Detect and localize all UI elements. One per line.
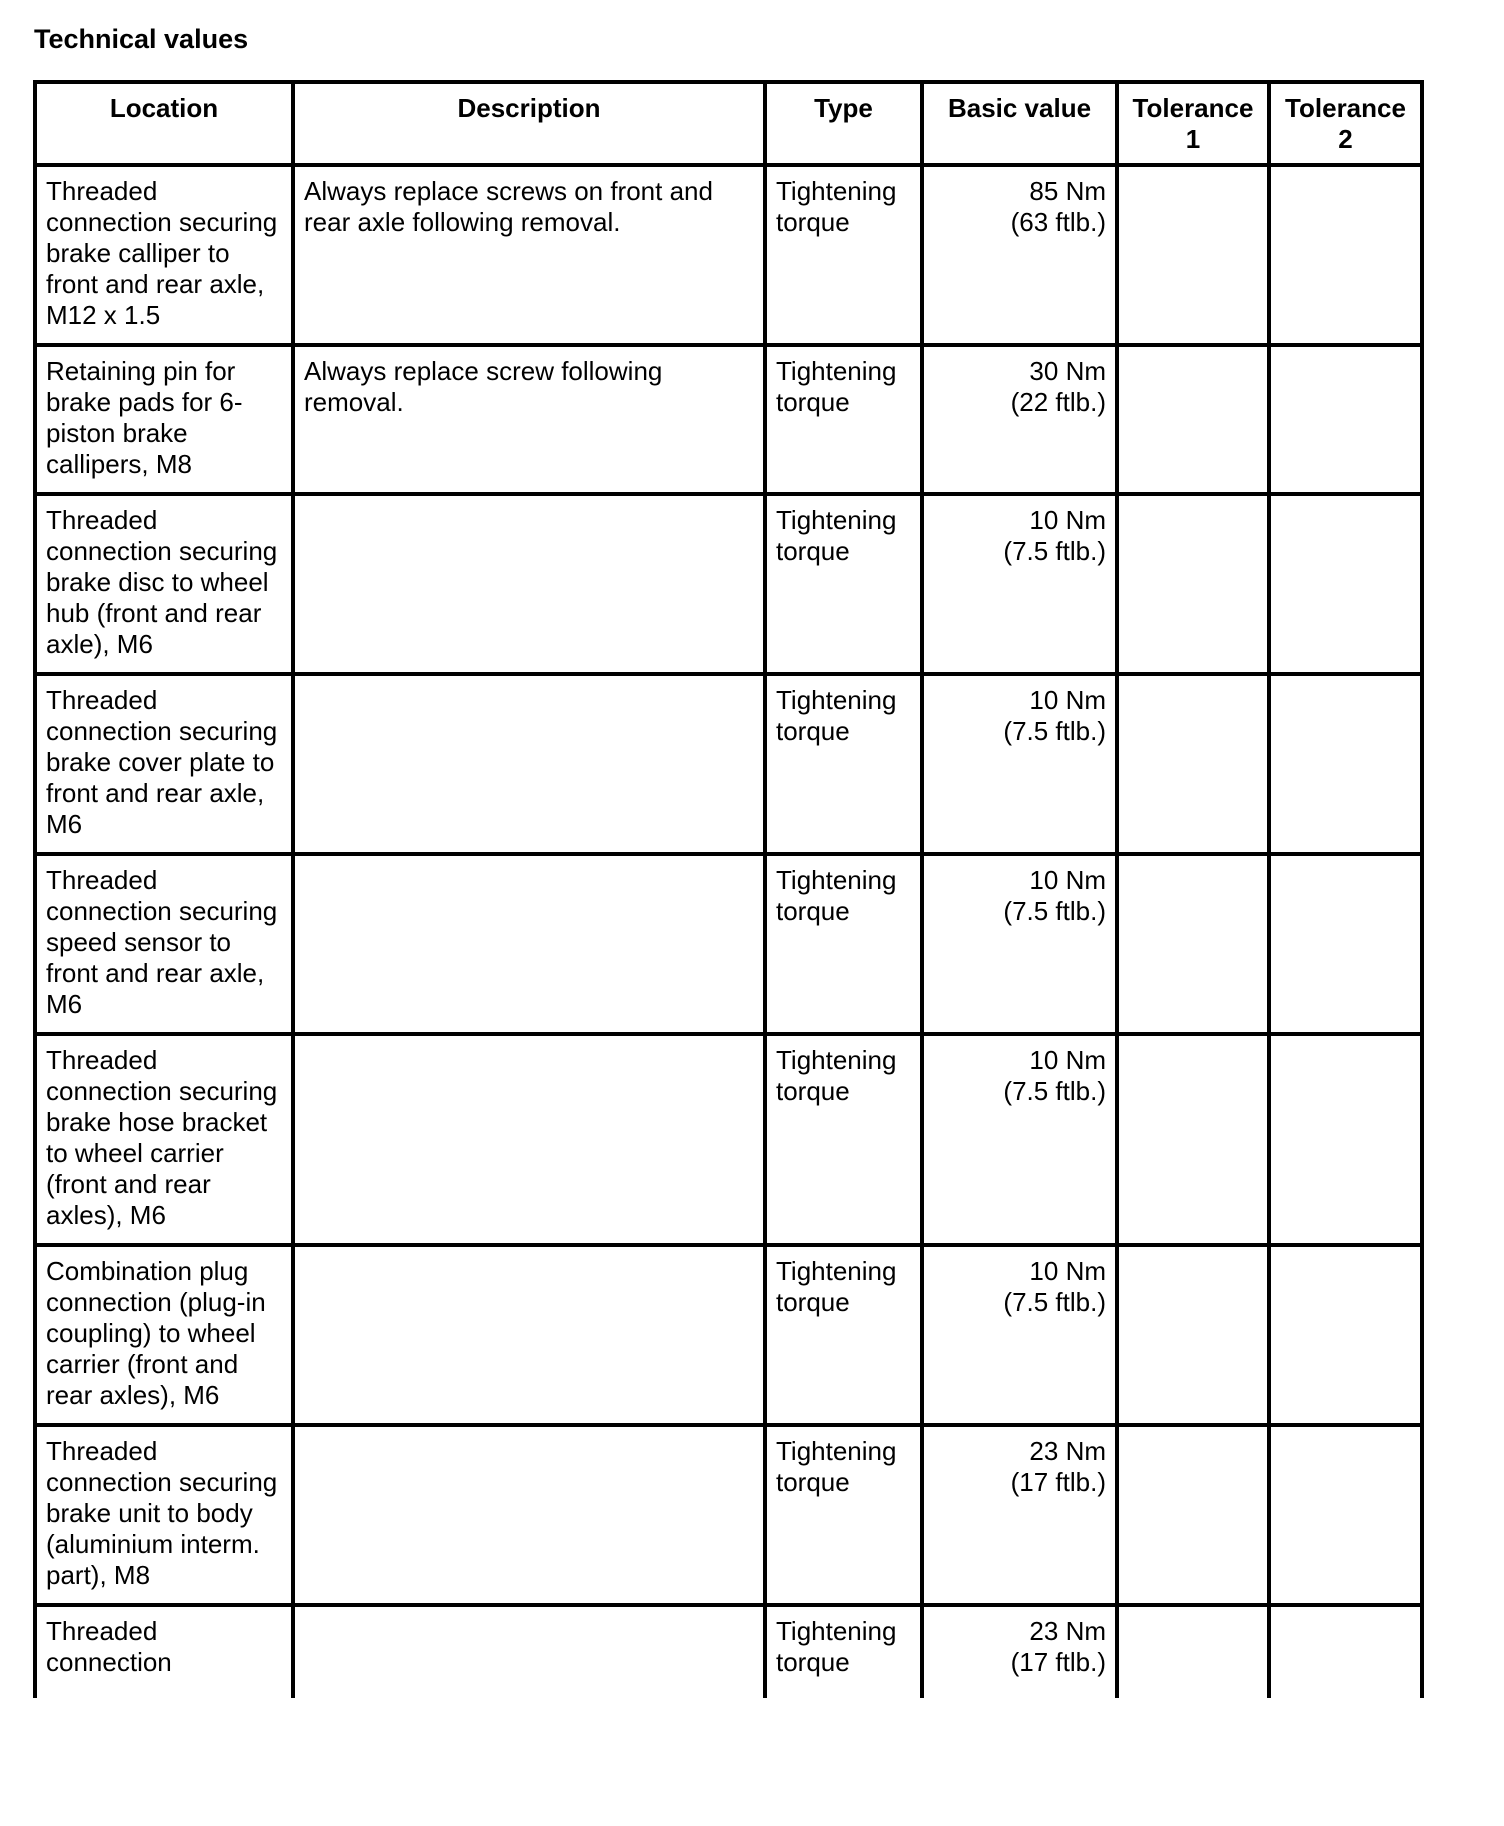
tolerance-2-cell [1269,674,1422,854]
table-row [35,1425,1422,1605]
tolerance-1-cell [1117,1034,1269,1245]
description-cell [293,854,765,1034]
basic-value-nm: 10 Nm [1029,505,1106,535]
location-cell: Threaded connection [35,1605,293,1698]
tolerance-1-cell [1117,1425,1269,1605]
table-row [35,165,1422,345]
table-row [35,674,1422,854]
basic-value-cell [922,1425,1117,1605]
tolerance-2-cell [1269,854,1422,1034]
description-cell [293,674,765,854]
tolerance-2-cell [1269,494,1422,674]
location-cell: Threaded connection securing brake calliper to front and rear axle, M12 x 1.5 [35,165,293,345]
basic-value-imperial: (7.5 ftlb.) [1003,896,1106,926]
basic-value-cell [922,1245,1117,1425]
basic-value-imperial: (7.5 ftlb.) [1003,1287,1106,1317]
description-cell [293,1245,765,1425]
tolerance-1-cell [1117,494,1269,674]
basic-value-imperial: (63 ftlb.) [1010,207,1106,237]
basic-value-cell [922,345,1117,494]
header-description: Description [293,82,765,165]
basic-value-cell [922,494,1117,674]
basic-value-nm: 23 Nm [1029,1616,1106,1646]
basic-value-nm: 10 Nm [1029,685,1106,715]
table-row [35,854,1422,1034]
type-cell: Tightening torque [765,1034,922,1245]
basic-value-imperial: (22 ftlb.) [1010,387,1106,417]
header-tolerance-1: Tolerance 1 [1117,82,1269,165]
table-row [35,1034,1422,1245]
location-cell: Combination plug connection (plug-in coupling) to wheel carrier (front and rear axles), M6 [35,1245,293,1425]
location-cell: Threaded connection securing brake unit to body (aluminium interm. part), M8 [35,1425,293,1605]
tolerance-1-cell [1117,165,1269,345]
type-cell: Tightening torque [765,494,922,674]
basic-value-imperial: (17 ftlb.) [1010,1647,1106,1677]
table-row [35,494,1422,674]
location-cell: Threaded connection securing speed sensor to front and rear axle, M6 [35,854,293,1034]
basic-value-imperial: (7.5 ftlb.) [1003,536,1106,566]
page-title: Technical values [34,24,249,54]
basic-value-nm: 10 Nm [1029,865,1106,895]
type-cell: Tightening torque [765,345,922,494]
basic-value-cell [922,165,1117,345]
header-type: Type [765,82,922,165]
header-location: Location [35,82,293,165]
basic-value-cell [922,1034,1117,1245]
tolerance-2-cell [1269,1605,1422,1698]
table-row [35,1605,1422,1698]
header-tolerance-2: Tolerance 2 [1269,82,1422,165]
basic-value-imperial: (7.5 ftlb.) [1003,1076,1106,1106]
tolerance-2-cell [1269,1245,1422,1425]
description-cell [293,1605,765,1698]
description-cell: Always replace screw following removal. [293,345,765,494]
basic-value-cell [922,1605,1117,1698]
location-cell: Threaded connection securing brake hose bracket to wheel carrier (front and rear axles), M6 [35,1034,293,1245]
table-row [35,1245,1422,1425]
tolerance-1-cell [1117,854,1269,1034]
description-cell [293,1034,765,1245]
header-basic-value: Basic value [922,82,1117,165]
tolerance-2-cell [1269,165,1422,345]
location-cell: Threaded connection securing brake disc to wheel hub (front and rear axle), M6 [35,494,293,674]
tolerance-2-cell [1269,345,1422,494]
header-row [35,82,1422,165]
basic-value-imperial: (17 ftlb.) [1010,1467,1106,1497]
basic-value-cell [922,674,1117,854]
basic-value-nm: 10 Nm [1029,1256,1106,1286]
basic-value-nm: 30 Nm [1029,356,1106,386]
basic-value-nm: 23 Nm [1029,1436,1106,1466]
tolerance-2-cell [1269,1425,1422,1605]
type-cell: Tightening torque [765,1245,922,1425]
basic-value-imperial: (7.5 ftlb.) [1003,716,1106,746]
tolerance-1-cell [1117,345,1269,494]
basic-value-nm: 85 Nm [1029,176,1106,206]
type-cell: Tightening torque [765,165,922,345]
tolerance-1-cell [1117,1245,1269,1425]
description-cell [293,494,765,674]
description-cell [293,1425,765,1605]
basic-value-cell [922,854,1117,1034]
location-cell: Threaded connection securing brake cover plate to front and rear axle, M6 [35,674,293,854]
tolerance-1-cell [1117,674,1269,854]
basic-value-nm: 10 Nm [1029,1045,1106,1075]
tolerance-1-cell [1117,1605,1269,1698]
table-row [35,345,1422,494]
type-cell: Tightening torque [765,854,922,1034]
type-cell: Tightening torque [765,1605,922,1698]
technical-values-table [33,80,1424,1698]
type-cell: Tightening torque [765,674,922,854]
tolerance-2-cell [1269,1034,1422,1245]
type-cell: Tightening torque [765,1425,922,1605]
description-cell: Always replace screws on front and rear axle following removal. [293,165,765,345]
location-cell: Retaining pin for brake pads for 6-piston brake callipers, M8 [35,345,293,494]
